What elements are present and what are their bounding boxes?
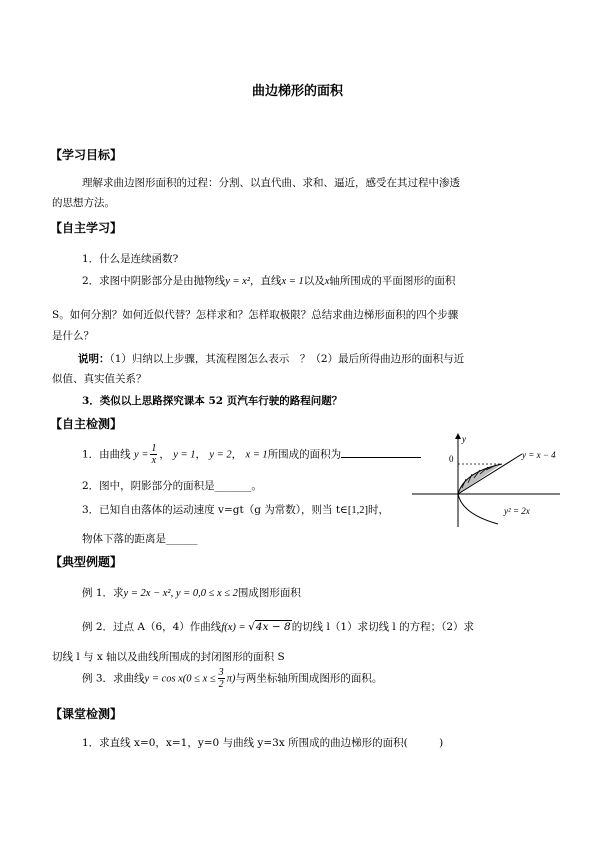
self-study-q3: 3．类似以上思路探究课本 52 页汽车行驶的路程问题？: [82, 395, 343, 407]
page-title: 曲边梯形的面积: [251, 84, 343, 99]
example-1: 例 1．求y = 2x − x², y = 0,0 ≤ x ≤ 2围成图形面积: [82, 587, 301, 599]
fig-label-curve: y² = 2x: [504, 506, 530, 516]
section-heading-class-check: 【课堂检测】: [50, 707, 123, 721]
fraction-3-over-2: $\frac{3}{2}$: [218, 667, 224, 690]
parabola-line-figure: [410, 432, 570, 532]
self-check-q2: 2．图中，阴影部分的面积是_______。: [82, 480, 262, 492]
self-check-q1: 1．由曲线 y = $\frac{1}{x}$ ， y = 1， y = 2， x = 1所围成的面积为: [82, 443, 421, 466]
section-heading-self-study: 【自主学习】: [50, 221, 123, 235]
self-study-note-cont: 似值、真实值关系？: [52, 373, 147, 385]
self-study-q1: 1．什么是连续函数?: [82, 253, 179, 265]
fraction-1-over-x: $\frac{1}{x}$: [151, 443, 157, 466]
goals-text-1: 理解求曲边图形面积的过程：分割、以直代曲、求和、逼近，感受在其过程中渗透: [82, 177, 460, 189]
goals-text-2: 的思想方法。: [52, 197, 115, 209]
class-check-q1: 1．求直线 x=0，x=1，y=0 与曲线 y=3x 所围成的曲边梯形的面积( ): [82, 737, 444, 749]
example-2-cont: 切线 l 与 x 轴以及曲线所围成的封闭图形的面积 S: [52, 651, 285, 663]
example-2: 例 2．过点 A（6，4）作曲线f(x) = √4x − 8的切线 l（1）求切线 l 的方程；（2）求: [82, 621, 475, 633]
example-3: 例 3．求曲线y = cos x(0 ≤ x ≤ $\frac{3}{2}$ π)与两坐标轴所围成图形的面积。: [82, 667, 383, 690]
section-heading-goals: 【学习目标】: [50, 148, 123, 162]
self-check-q3: 3．已知自由落体的运动速度 v=gt（g 为常数），则当 t∈[1,2]时，: [82, 504, 389, 516]
self-check-q3-cont: 物体下落的距离是______: [82, 533, 198, 545]
line-y-x-minus-4: [458, 454, 522, 494]
fig-label-y: y: [462, 434, 466, 444]
section-heading-examples: 【典型例题】: [50, 555, 123, 569]
self-study-q2-cont-2: 是什么？: [52, 330, 94, 342]
section-heading-self-check: 【自主检测】: [50, 417, 123, 431]
fig-label-line: y = x − 4: [522, 450, 556, 460]
self-study-q2-cont-1: S。如何分割？如何近似代替？怎样求和？怎样取极限？总结求曲边梯形面积的四个步骤: [52, 309, 459, 321]
fig-label-origin: 0: [449, 454, 454, 464]
self-study-note: 说明：（1）归纳以上步骤，其流程图怎么表示 ？（2）最后所得曲边形的面积与近: [78, 353, 465, 365]
self-study-q2: 2．求图中阴影部分是由抛物线y = x²，直线x = 1以及x轴所围成的平面图形的面积: [82, 275, 456, 287]
